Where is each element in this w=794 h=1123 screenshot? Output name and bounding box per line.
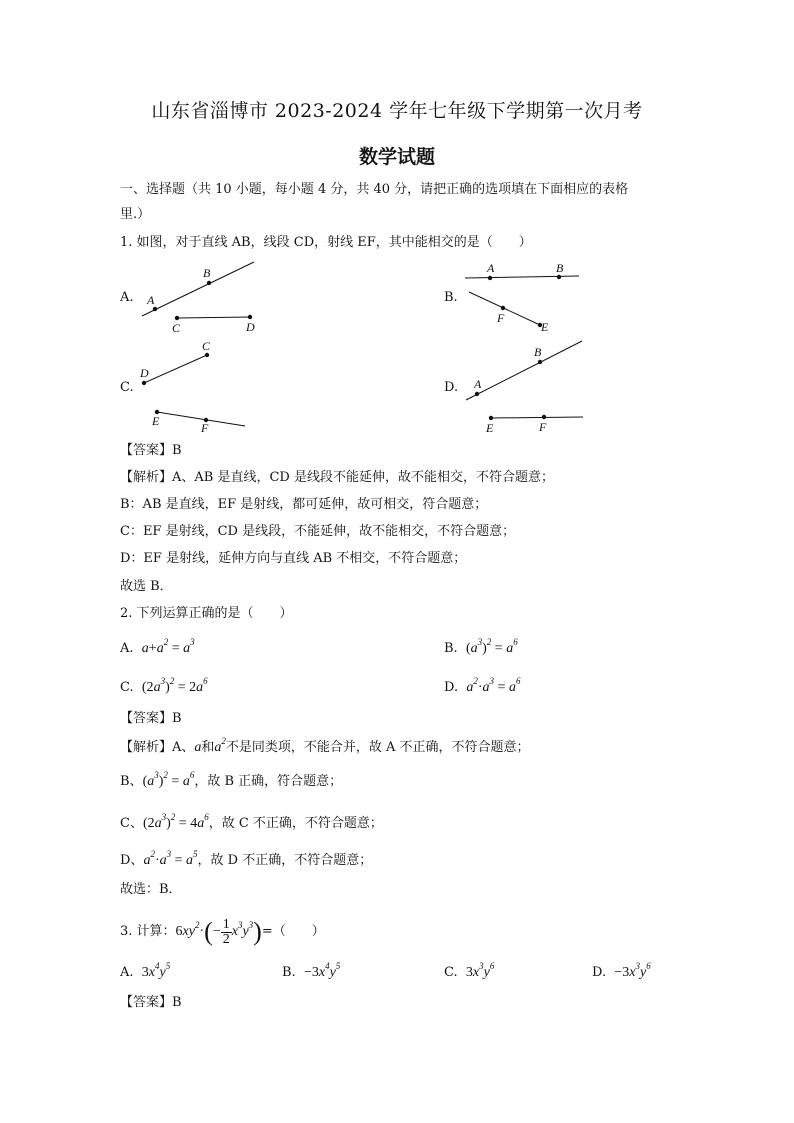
point-f — [501, 306, 505, 310]
q3-stem-suffix: =（ ） — [261, 924, 325, 940]
label-d: D — [246, 320, 255, 334]
label-d: D — [140, 366, 149, 380]
ray-ef — [491, 417, 583, 418]
question-3-stem — [120, 912, 325, 952]
point-b — [538, 360, 542, 364]
figure-option-c — [139, 339, 245, 435]
label-f: F — [539, 420, 547, 434]
point-a — [475, 392, 479, 396]
q1-analysis-line3: C：EF 是射线，CD 是线段，不能延伸，故不能相交，不符合题意； — [120, 524, 516, 539]
q2-analysis-b-formula: $(a^3)^2 = a^6$ — [142, 770, 195, 789]
q3-expression: $6xy^2\cdot(-$ $\frac{1}{2}$ $x^3y^3$) — [175, 916, 262, 947]
point-e — [489, 416, 493, 420]
point-a — [488, 276, 492, 280]
q2-analysis-c-prefix: C、 — [120, 816, 143, 831]
point-d — [142, 381, 146, 385]
q2-analysis-c-text: ，故 C 不正确，不符合题意； — [208, 816, 383, 831]
label-b: B — [556, 261, 564, 275]
q2-analysis-a-text: 不是同类项，不能合并，故 A 不正确，不符合题意； — [225, 740, 530, 755]
q2-analysis-b-text: ，故 B 正确，符合题意； — [194, 774, 343, 789]
q1-option-a-label: A. — [120, 290, 134, 305]
question-1-stem: 1. 如图，对于直线 AB，线段 CD，射线 EF，其中能相交的是（ ） — [120, 235, 532, 250]
line-ab — [466, 341, 582, 400]
q2-option-a — [120, 637, 195, 658]
q2-option-d — [444, 676, 521, 697]
label-b: B — [534, 345, 542, 359]
line-ab — [465, 276, 579, 278]
q3-option-b-label: B. — [282, 965, 296, 980]
q1-analysis-line2: B：AB 是直线，EF 是射线，都可延伸，故可相交，符合题意； — [120, 497, 488, 512]
q2-analysis-b-prefix: B、 — [120, 774, 143, 789]
label-f: F — [201, 421, 209, 435]
q2-analysis-d-prefix: D、 — [120, 853, 144, 868]
q2-option-d-formula: $a^2\cdot a^3 = a^6$ — [466, 676, 521, 695]
segment-cd — [144, 355, 207, 383]
q2-option-b-formula: $(a^3)^2 = a^6$ — [465, 637, 518, 656]
page-subtitle: 数学试题 — [358, 146, 435, 168]
section-heading-line2: 里.） — [120, 207, 151, 222]
q3-option-b-formula: $-3x^4y^5$ — [303, 961, 341, 980]
point-c — [175, 316, 179, 320]
q1-option-d-label: D. — [444, 380, 459, 395]
label-e: E — [541, 320, 549, 334]
q3-answer: 【答案】B — [120, 995, 182, 1010]
q2-option-c-formula: $(2a^3)^2 = 2a^6$ — [141, 676, 208, 695]
q2-analysis-d — [120, 849, 373, 870]
figure-option-b — [465, 261, 579, 334]
q2-analysis-a-prefix: 【解析】A、 — [120, 740, 195, 755]
label-a: A — [487, 261, 495, 275]
q1-analysis-line1: 【解析】A、AB 是直线，CD 是线段不能延伸，故不能相交，不符合题意； — [120, 470, 554, 485]
point-b — [207, 281, 211, 285]
q3-option-b — [282, 961, 341, 982]
q3-option-d-label: D. — [592, 965, 607, 980]
label-c: C — [202, 339, 211, 353]
page-title: 山东省淄博市 2023-2024 学年七年级下学期第一次月考 — [151, 100, 643, 122]
question-2-stem: 2. 下列运算正确的是（ ） — [120, 606, 293, 621]
q2-option-d-label: D. — [444, 680, 459, 695]
point-c — [205, 353, 209, 357]
label-b: B — [203, 266, 211, 280]
q2-analysis-b — [120, 770, 343, 791]
q2-conclusion: 故选：B． — [120, 882, 182, 897]
label-f: F — [497, 311, 505, 325]
q1-analysis-line4: D：EF 是射线，延伸方向与直线 AB 不相交，不符合题意； — [120, 551, 467, 566]
q2-option-b — [444, 637, 518, 658]
q3-option-c-formula: $3x^3y^6$ — [465, 961, 495, 980]
q2-analysis-c — [120, 812, 383, 833]
point-d — [248, 315, 252, 319]
q2-analysis-d-formula: $a^2\cdot a^3 = a^5$ — [143, 849, 198, 868]
figure-option-d — [466, 341, 583, 435]
q1-option-c-label: C. — [120, 380, 134, 395]
q3-option-c-label: C. — [444, 965, 458, 980]
line-ab — [142, 262, 254, 316]
q2-analysis-c-formula: $(2a^3)^2 = 4a^6$ — [142, 812, 209, 831]
label-e: E — [152, 414, 160, 428]
q3-option-a — [120, 961, 171, 982]
point-a — [153, 307, 157, 311]
q3-option-a-label: A. — [120, 965, 134, 980]
q3-option-c — [444, 961, 495, 982]
label-a: A — [147, 293, 155, 307]
segment-cd — [177, 317, 250, 318]
q2-option-b-label: B. — [444, 641, 458, 656]
q1-conclusion: 故选 B． — [120, 579, 173, 594]
q1-option-b-label: B. — [444, 290, 458, 305]
q2-option-a-formula: $a+a^2 = a^3$ — [141, 637, 195, 656]
q3-stem-prefix: 3. 计算： — [120, 924, 176, 940]
q3-option-a-formula: $3x^4y^5$ — [141, 961, 171, 980]
q2-option-c-label: C. — [120, 680, 134, 695]
q2-answer: 【答案】B — [120, 711, 182, 726]
q3-option-d — [592, 961, 651, 982]
label-e: E — [486, 421, 494, 435]
q2-analysis-a-formula: a — [194, 740, 202, 755]
q2-option-c — [120, 676, 208, 697]
q1-answer: 【答案】B — [120, 443, 182, 458]
label-a: A — [474, 377, 482, 391]
label-c: C — [172, 321, 181, 335]
point-f — [542, 415, 546, 419]
q2-option-a-label: A. — [120, 641, 134, 656]
q2-analysis-a: 【解析】A、a和$a^2$不是同类项，不能合并，故 A 不正确，不符合题意； — [120, 736, 530, 755]
figure-option-a — [142, 262, 255, 335]
section-heading-line1: 一、选择题（共 10 小题，每小题 4 分，共 40 分，请把正确的选项填在下面相应的表格 — [120, 182, 629, 197]
point-b — [557, 275, 561, 279]
q2-analysis-d-text: ，故 D 不正确，不符合题意； — [197, 853, 373, 868]
q3-option-d-formula: $-3x^3y^6$ — [614, 961, 651, 980]
